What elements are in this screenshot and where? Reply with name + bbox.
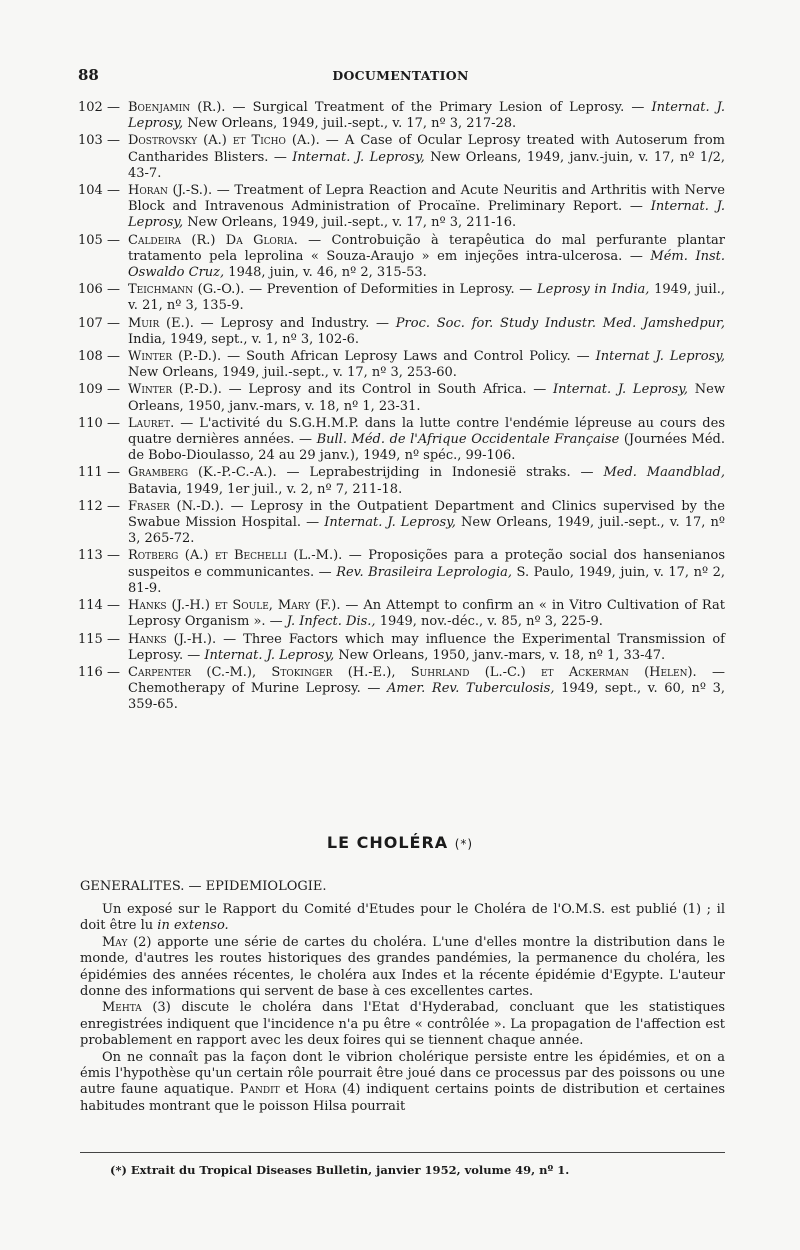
reference-authors: Lauret. [128, 415, 175, 431]
author-name: Pandit [239, 1082, 280, 1098]
reference-number: 113 — [78, 548, 120, 564]
text-run: — South African Leprosy Laws and Control Policy. — [221, 349, 596, 365]
journal-title: Mém. Inst. Oswaldo Cruz, [128, 248, 725, 281]
reference-authors: Boenjamin (R.). [128, 100, 226, 115]
reference-entry [78, 233, 725, 282]
reference-number: 104 — [78, 183, 120, 199]
reference-number: 103 — [78, 133, 120, 149]
reference-number: 115 — [78, 631, 120, 647]
text-run: — Leprosy and Industry. — [193, 315, 396, 331]
journal-title: Med. Maandblad, [603, 465, 725, 481]
journal-title: Leprosy in India, [536, 282, 650, 298]
reference-authors: Rotberg (A.) et Bechelli (L.-M.). [128, 548, 343, 564]
reference-entry [78, 183, 725, 232]
journal-title: J. Infect. Dis., [286, 614, 376, 630]
reference-entry [78, 349, 725, 381]
journal-title: Internat. J. Leprosy, [128, 199, 725, 231]
reference-number: 105 — [78, 232, 120, 248]
body-text [80, 902, 725, 1115]
text-run: — Leprosy in the Outpatient Department and Clinics supervised by the Swabue Mission Hospital. — [128, 498, 725, 531]
reference-entry [78, 548, 725, 597]
reference-authors: Muir (E.). [128, 315, 194, 331]
text-run: — Surgical Treatment of the Primary Lesion of Leprosy. — [225, 100, 652, 115]
text-run: — L'activité du S.G.H.M.P. dans la lutte contre l'endémie lépreuse au cours des quatre dernières années. — [128, 415, 725, 448]
text-run: New Orleans, 1949, janv.-juin, v. 17, nº 1/2, 43-7. [128, 149, 725, 181]
page-number: 88 [78, 66, 99, 84]
reference-authors: Hanks (J.-H.) et Soule, Mary (F.). [128, 598, 341, 614]
reference-entry [78, 465, 725, 497]
text-run: et [279, 1082, 305, 1098]
text-run: On ne connaît pas la façon dont le vibrion cholérique persiste entre les épidémies, et on a émis l'hypothèse qu'un certain rôle pourrait être joué dans ce processus par des poissons ou une autre faune aquatique. [80, 1049, 725, 1098]
journal-title: Proc. Soc. for. Study Industr. Med. Jamshedpur, [395, 315, 725, 331]
journal-title: in extenso. [157, 918, 229, 934]
text-run: 1949, sept., v. 60, nº 3, 359-65. [128, 681, 725, 713]
journal-title: Internat J. Leprosy, [595, 349, 725, 365]
footnote: (*) Extrait du Tropical Diseases Bulletin, janvier 1952, volume 49, nº 1. [110, 1163, 570, 1177]
reference-number: 110 — [78, 415, 120, 431]
paragraph [80, 902, 725, 935]
text-run: (4) indiquent certains points de distribution et certaines habitudes montrant que le poisson Hilsa pourrait [80, 1082, 725, 1114]
journal-title: Internat. J. Leprosy, [128, 100, 726, 132]
reference-number: 102 — [78, 100, 120, 115]
reference-entry [78, 499, 725, 548]
text-run: — A Case of Ocular Leprosy treated with Autoserum from Cantharides Blisters. — [128, 133, 725, 165]
text-run: (2) apporte une série de cartes du choléra. L'une d'elles montre la distribution dans le monde, d'autres les routes historiques des grandes pandémies, la permanence du choléra, les épidémies des années récentes, le choléra aux Indes et la récente épidémie d'Egypte. L'auteur donne des informations qui servent de base à ces excellentes cartes. [80, 934, 725, 1000]
text-run: — Controbuição à terapêutica do mal perfurante plantar tratamento pela leprolina « Souza-Araujo » em injeções intra-ulcerosa. — [128, 232, 725, 264]
text-run: — Prevention of Deformities in Leprosy. — [244, 282, 537, 298]
text-run: — An Attempt to confirm an « in Vitro Cultivation of Rat Leprosy Organism ». — [128, 598, 725, 630]
reference-entry [78, 665, 725, 714]
reference-number: 111 — [78, 465, 120, 481]
text-run: India, 1949, sept., v. 1, nº 3, 102-6. [128, 331, 360, 347]
reference-authors: Caldeira (R.) Da Gloria. [128, 232, 298, 248]
reference-number: 114 — [78, 598, 120, 614]
reference-authors: Hanks (J.-H.). [128, 631, 217, 647]
reference-entry [78, 598, 725, 630]
reference-number: 107 — [78, 315, 120, 331]
journal-title: Internat. J. Leprosy, [204, 647, 335, 663]
text-run: — Chemotherapy of Murine Leprosy. — [128, 664, 725, 697]
reference-entry [78, 382, 725, 414]
reference-entry [78, 316, 725, 348]
text-run: — Leprosy and its Control in South Africa. — [221, 382, 553, 398]
reference-authors: Gramberg (K.-P.-C.-A.). [128, 465, 277, 481]
journal-title: Internat. J. Leprosy, [552, 382, 689, 398]
text-run: New Orleans, 1950, janv.-mars, v. 18, nº 1, 23-31. [128, 382, 725, 414]
text-run: New Orleans, 1949, juil.-sept., v. 17, nº 3, 217-28. [183, 116, 517, 132]
page-header [78, 66, 723, 86]
reference-authors: Teichmann (G.-O.). [128, 282, 245, 298]
reference-number: 108 — [78, 349, 120, 365]
section-title [0, 833, 800, 852]
text-run: Batavia, 1949, 1er juil., v. 2, nº 7, 211-18. [128, 481, 403, 497]
running-title: DOCUMENTATION [332, 68, 469, 83]
journal-title: Internat. J. Leprosy, [324, 515, 456, 531]
paragraph [80, 1000, 725, 1049]
reference-authors: Winter (P.-D.). [128, 382, 222, 398]
text-run: 1948, juin, v. 46, nº 2, 315-53. [224, 265, 427, 281]
reference-entry [78, 632, 725, 664]
footnote-divider [80, 1152, 725, 1153]
journal-title: Internat. J. Leprosy, [292, 149, 425, 165]
footnote-marker: (*) [454, 837, 474, 851]
text-run: S. Paulo, 1949, juin, v. 17, nº 2, 81-9. [128, 564, 725, 596]
reference-authors: Dostrovsky (A.) et Ticho (A.). [128, 133, 320, 149]
reference-number: 106 — [78, 282, 120, 298]
reference-entry [78, 133, 725, 182]
reference-authors: Carpenter (C.-M.), Stokinger (H.-E.), Suhrland (L.-C.) et Ackerman (Helen). [128, 664, 697, 680]
reference-number: 112 — [78, 498, 120, 514]
reference-number: 116 — [78, 664, 120, 680]
text-run: New Orleans, 1950, janv.-mars, v. 18, nº 1, 33-47. [334, 647, 666, 663]
reference-authors: Winter (P.-D.). [128, 349, 222, 365]
section-title-text: LE CHOLÉRA [326, 833, 449, 852]
reference-list [78, 100, 725, 715]
journal-title: Rev. Brasileira Leprologia, [336, 564, 513, 580]
author-name: Hora [304, 1082, 337, 1098]
author-name: May [102, 934, 128, 950]
reference-entry [78, 100, 725, 132]
text-run: — Proposições para a proteção social dos hansenianos suspeitos e communicantes. — [128, 548, 725, 580]
text-run: — Leprabestrijding in Indonesië straks. — [276, 465, 604, 481]
text-run: 1949, nov.-déc., v. 85, nº 3, 225-9. [375, 614, 603, 630]
journal-title: Amer. Rev. Tuberculosis, [386, 681, 555, 697]
text-run: — Three Factors which may influence the Experimental Transmission of Leprosy. — [128, 631, 725, 663]
text-run: — Treatment of Lepra Reaction and Acute Neuritis and Arthritis with Nerve Block and Intravenous Administration of Procaïne. Preliminary Report. — [128, 183, 725, 215]
paragraph [80, 935, 725, 1001]
text-run: (3) discute le choléra dans l'Etat d'Hyderabad, concluant que les statistiques enregistrées indiquent que l'incidence n'a pu être « contrôlée ». La propagation de l'affection est probablement en rapport avec les deux foires qui se tiennent chaque année. [80, 1000, 725, 1049]
reference-authors: Horan (J.-S.). [128, 183, 213, 199]
journal-title: Bull. Méd. de l'Afrique Occidentale Française [316, 432, 620, 448]
text-run: New Orleans, 1949, juil.-sept., v. 17, nº 3, 265-72. [128, 515, 725, 547]
text-run: (Journées Méd. de Bobo-Dioulasso, 24 au 29 janv.), 1949, nº spéc., 99-106. [128, 432, 725, 464]
author-name: Mehta [102, 1000, 142, 1016]
reference-number: 109 — [78, 382, 120, 398]
reference-entry [78, 416, 725, 465]
text-run: Un exposé sur le Rapport du Comité d'Etudes pour le Choléra de l'O.M.S. est publié (1) ; il doit être lu [80, 902, 725, 934]
text-run: New Orleans, 1949, juil.-sept., v. 17, nº 3, 253-60. [128, 365, 457, 381]
text-run: New Orleans, 1949, juil.-sept., v. 17, nº 3, 211-16. [183, 215, 517, 231]
subheading: GENERALITES. — EPIDEMIOLOGIE. [80, 879, 327, 894]
text-run: 1949, juil., v. 21, nº 3, 135-9. [128, 282, 726, 314]
paragraph [80, 1050, 725, 1116]
reference-authors: Fraser (N.-D.). [128, 498, 224, 514]
reference-entry [78, 282, 725, 314]
